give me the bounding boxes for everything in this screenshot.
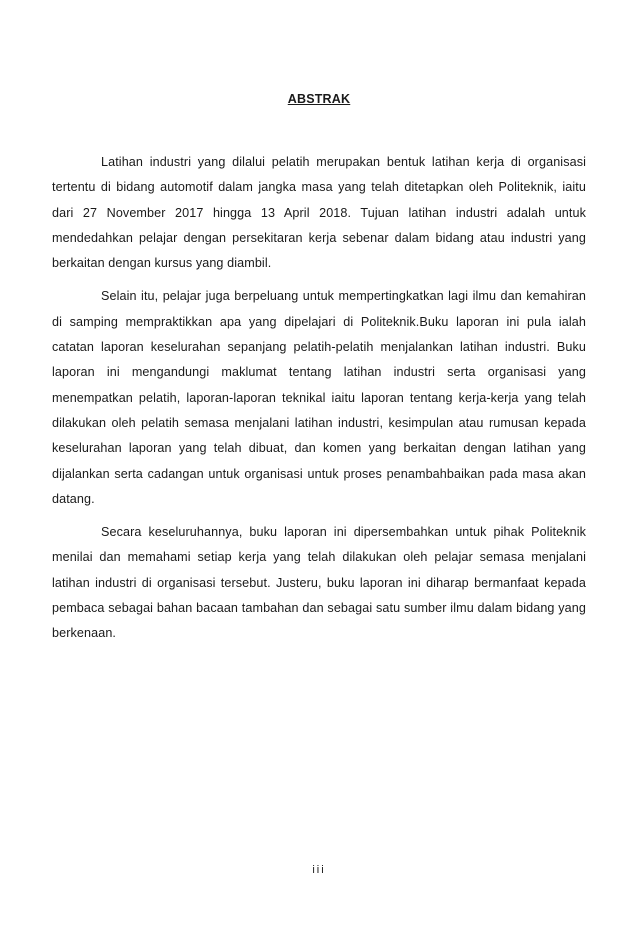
paragraph-1: Latihan industri yang dilalui pelatih merupakan bentuk latihan kerja di organisasi tertentu di bidang automotif dalam jangka masa yang telah ditetapkan oleh Politeknik, iaitu dari 27 November 2017 hingga 13 April 2018. Tujuan latihan industri adalah untuk mendedahkan pelajar dengan persekitaran kerja sebenar dalam bidang atau industri yang berkaitan dengan kursus yang diambil.	[52, 155, 586, 271]
paragraph-3: Secara keseluruhannya, buku laporan ini dipersembahkan untuk pihak Politeknik menilai dan memahami setiap kerja yang telah dilakukan oleh pelajar semasa menjalani latihan industri di organisasi tersebut. Justeru, buku laporan ini diharap bermanfaat kepada pembaca sebagai bahan bacaan tambahan dan sebagai satu sumber ilmu dalam bidang yang berkenaan.	[52, 525, 586, 641]
abstract-body	[52, 150, 586, 655]
paragraph-2: Selain itu, pelajar juga berpeluang untuk mempertingkatkan lagi ilmu dan kemahiran di samping mempraktikkan apa yang dipelajari di Politeknik.Buku laporan ini pula ialah catatan laporan keselurahan sepanjang pelatih-pelatih menjalankan latihan industri. Buku laporan ini mengandungi maklumat tentang latihan industri serta organisasi yang menempatkan pelatih, laporan-laporan teknikal iaitu laporan tentang kerja-kerja yang telah dilakukan oleh pelatih semasa menjalani latihan industri, kesimpulan atau rumusan kepada keselurahan laporan yang telah dibuat, dan komen yang berkaitan dengan latihan yang dijalankan serta cadangan untuk organisasi untuk proses penambahbaikan pada masa akan datang.	[52, 289, 586, 506]
page-title: ABSTRAK	[287, 92, 351, 106]
page-number: iii	[312, 864, 326, 876]
